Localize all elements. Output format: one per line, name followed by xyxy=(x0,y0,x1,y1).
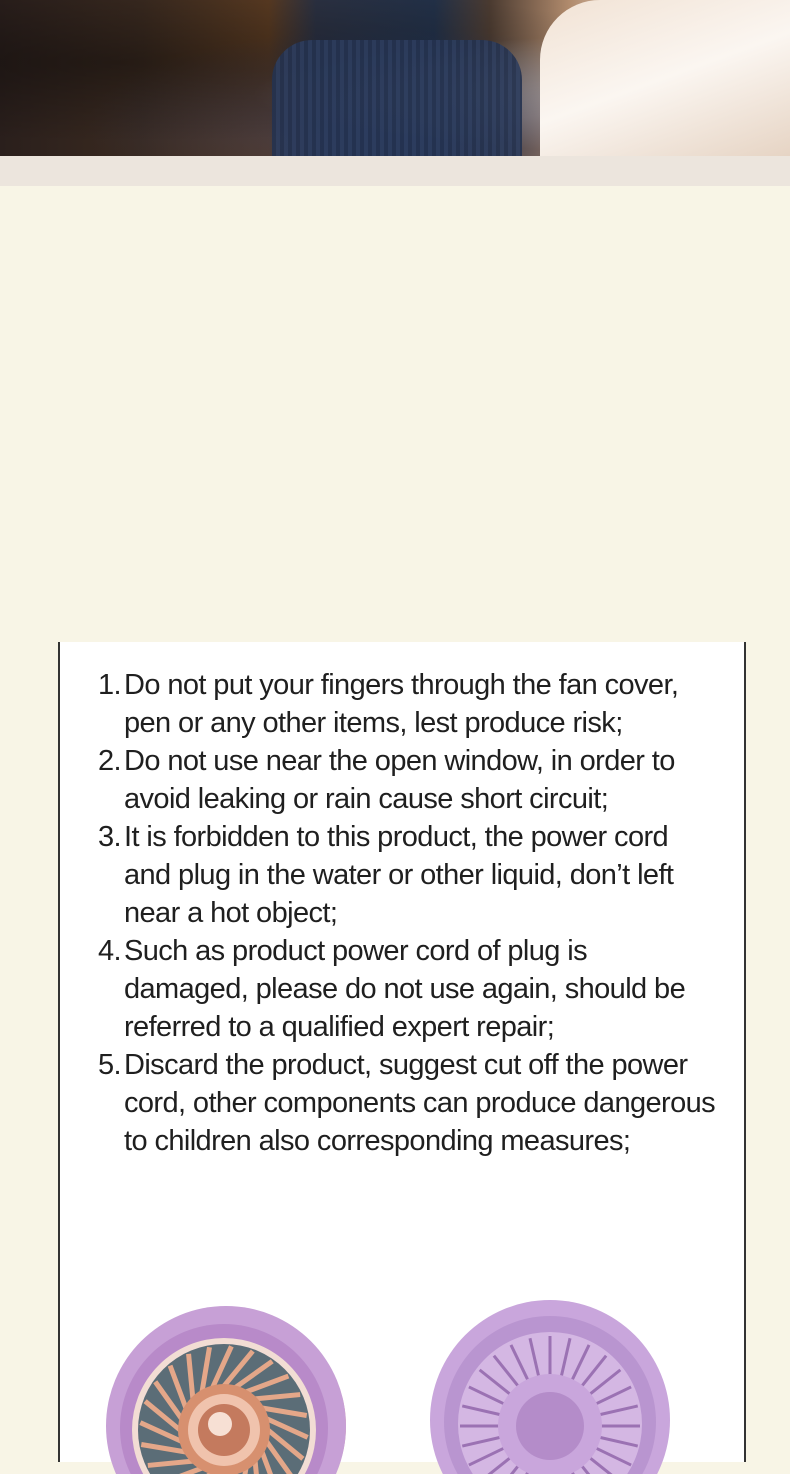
safety-notes-list xyxy=(98,666,718,1160)
product-images xyxy=(100,1294,700,1474)
section-divider xyxy=(0,156,790,186)
item-number: 2. xyxy=(98,745,121,777)
photo-cloth xyxy=(540,0,790,156)
list-item xyxy=(98,666,718,742)
item-text: Do not put your fingers through the fan cover, pen or any other items, lest produce risk; xyxy=(124,669,679,739)
list-item xyxy=(98,932,718,1046)
item-text: Do not use near the open window, in order to avoid leaking or rain cause short circuit; xyxy=(124,745,675,815)
photo-sock xyxy=(272,40,522,156)
item-number: 5. xyxy=(98,1049,121,1081)
item-number: 1. xyxy=(98,669,121,701)
fan-back-icon xyxy=(430,1300,670,1474)
safety-card xyxy=(58,642,746,1462)
item-number: 3. xyxy=(98,821,121,853)
list-item xyxy=(98,818,718,932)
product-photo xyxy=(0,0,790,156)
list-item xyxy=(98,742,718,818)
item-text: It is forbidden to this product, the power cord and plug in the water or other liquid, don’t left near a hot object; xyxy=(124,821,674,929)
item-number: 4. xyxy=(98,935,121,967)
fan-front-icon xyxy=(106,1306,346,1474)
list-item xyxy=(98,1046,718,1160)
item-text: Discard the product, suggest cut off the power cord, other components can produce dangerous to children also corresponding measures; xyxy=(124,1049,716,1157)
item-text: Such as product power cord of plug is damaged, please do not use again, should be referred to a qualified expert repair; xyxy=(124,935,686,1043)
